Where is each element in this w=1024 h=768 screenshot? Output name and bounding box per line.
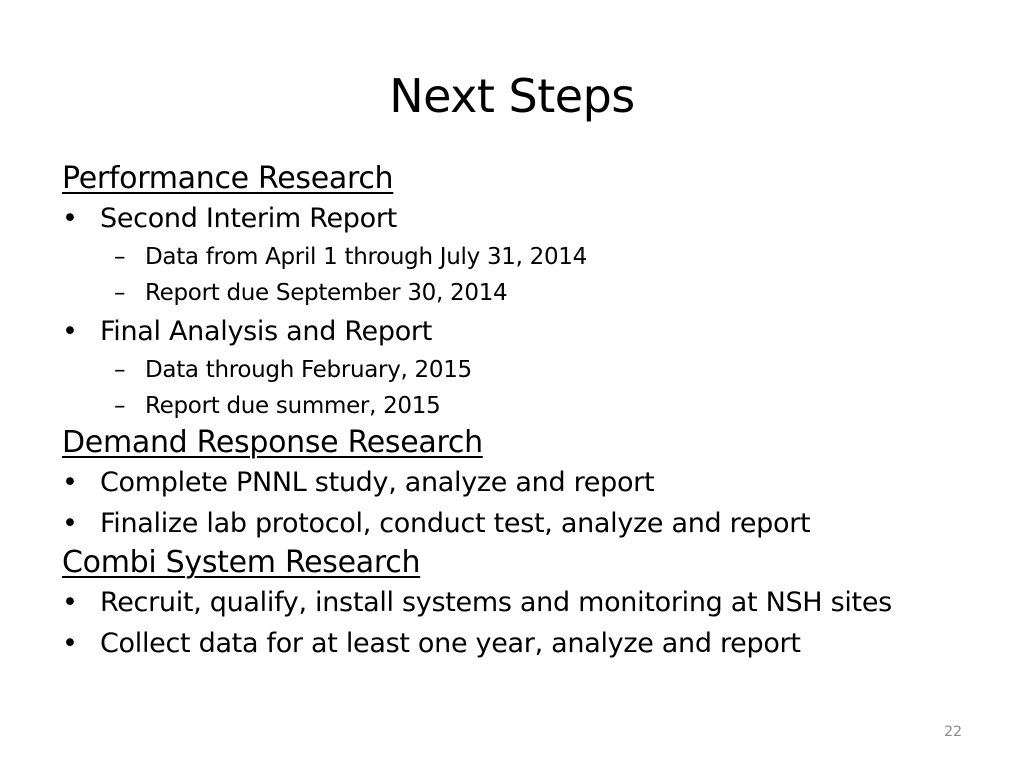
bullet-item xyxy=(62,311,1002,352)
sub-bullet-item xyxy=(62,352,1002,388)
sub-bullet-item xyxy=(62,388,1002,424)
dash-icon: – xyxy=(114,393,126,419)
sub-bullet-text: Report due September 30, 2014 xyxy=(145,280,508,306)
bullet-item xyxy=(62,462,1002,503)
bullet-icon: • xyxy=(62,467,78,498)
sub-bullet-text: Data from April 1 through July 31, 2014 xyxy=(145,244,587,270)
bullet-icon: • xyxy=(62,628,78,659)
bullet-item xyxy=(62,503,1002,544)
bullet-icon: • xyxy=(62,587,78,618)
dash-icon: – xyxy=(114,357,126,383)
section-heading-performance-research: Performance Research xyxy=(62,161,394,196)
section-heading-combi-system-research: Combi System Research xyxy=(62,545,421,580)
bullet-icon: • xyxy=(62,203,78,234)
bullet-text: Recruit, qualify, install systems and monitoring at NSH sites xyxy=(100,587,892,618)
bullet-item xyxy=(62,623,1002,664)
sub-bullet-text: Data through February, 2015 xyxy=(145,357,472,383)
bullet-text: Final Analysis and Report xyxy=(100,316,433,347)
bullet-icon: • xyxy=(62,316,78,347)
section-heading-demand-response-research: Demand Response Research xyxy=(62,425,483,460)
bullet-text: Collect data for at least one year, analyze and report xyxy=(100,628,801,659)
slide-title: Next Steps xyxy=(389,69,635,123)
bullet-text: Finalize lab protocol, conduct test, analyze and report xyxy=(100,508,811,539)
bullet-text: Complete PNNL study, analyze and report xyxy=(100,467,655,498)
sub-bullet-text: Report due summer, 2015 xyxy=(145,393,441,419)
bullet-icon: • xyxy=(62,508,78,539)
slide-content xyxy=(62,160,1002,664)
page-number: 22 xyxy=(944,724,962,740)
dash-icon: – xyxy=(114,244,126,270)
bullet-item xyxy=(62,582,1002,623)
sub-bullet-item xyxy=(62,275,1002,311)
sub-bullet-item xyxy=(62,239,1002,275)
bullet-text: Second Interim Report xyxy=(100,203,397,234)
bullet-item xyxy=(62,198,1002,239)
dash-icon: – xyxy=(114,280,126,306)
